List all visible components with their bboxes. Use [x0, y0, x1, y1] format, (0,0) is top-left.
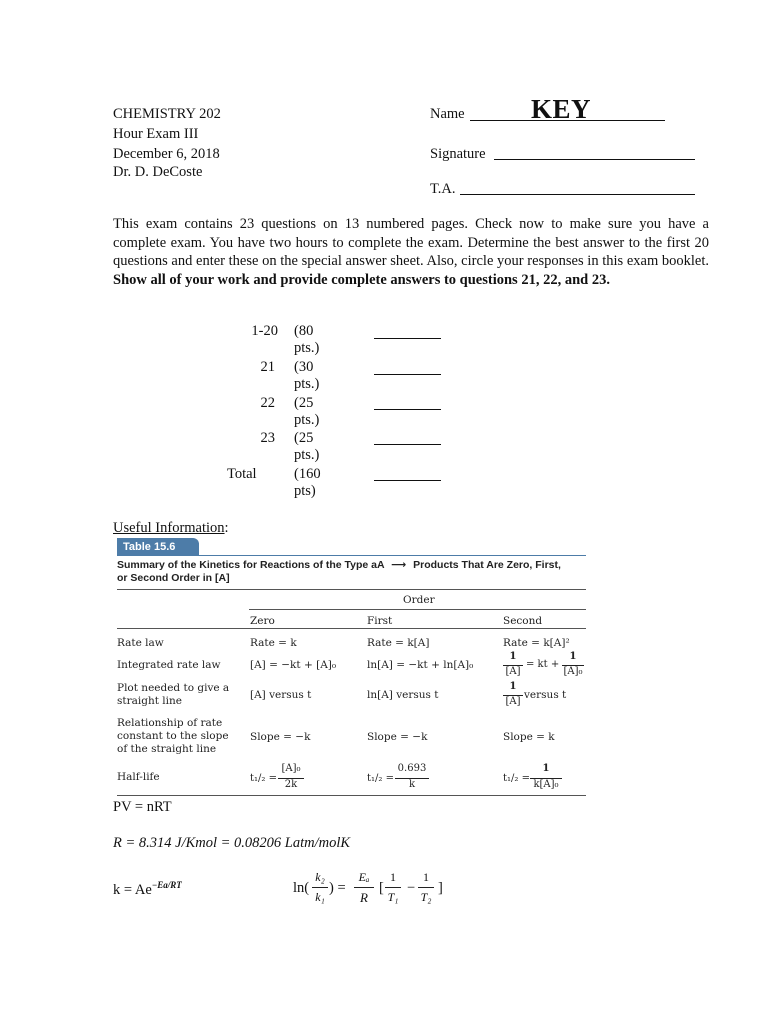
caption-part1: Summary of the Kinetics for Reactions of the Type aA: [117, 559, 385, 571]
second-plot-num: 1: [509, 681, 517, 692]
score-blank[interactable]: [374, 409, 441, 410]
score-blank[interactable]: [374, 374, 441, 375]
score-points: (160 pts): [294, 466, 321, 499]
ln-close: ) =: [329, 880, 346, 896]
second-half-life-num: 1: [542, 763, 550, 774]
first-half-life-lhs: t₁/₂ =: [367, 773, 394, 784]
instructor-name: Dr. D. DeCoste: [113, 164, 203, 180]
one-a-num: 1: [390, 870, 396, 884]
signature-field[interactable]: [494, 159, 695, 160]
arrhenius-lhs: k = Ae: [113, 881, 152, 898]
row-label-half-life: Half-life: [117, 771, 160, 783]
table-rule: [117, 589, 586, 590]
bracket-close: ]: [438, 880, 443, 896]
zero-rate-law: Rate = k: [250, 637, 297, 649]
exam-instructions: [113, 215, 709, 289]
zero-half-life-den: 2k: [284, 779, 298, 790]
ta-label: T.A.: [430, 181, 456, 197]
arrhenius-equation: [113, 880, 182, 899]
name-label: Name: [430, 106, 465, 122]
t2-den: T₂: [420, 890, 432, 904]
second-rate-law: Rate = k[A]²: [503, 637, 570, 649]
plot-label-line1: Plot needed to give a: [117, 682, 230, 694]
score-points: (25 pts.): [294, 395, 320, 428]
caption-line2: or Second Order in [A]: [117, 572, 230, 584]
minus-sign: −: [407, 880, 416, 896]
score-points: (80 pts.): [294, 323, 320, 356]
col-zero: Zero: [250, 615, 275, 627]
row-label-plot: [117, 682, 229, 708]
order-header: Order: [403, 594, 435, 606]
score-points: (25 pts.): [294, 430, 320, 463]
one-b-num: 1: [423, 870, 429, 884]
second-integrated-num1: 1: [509, 651, 517, 662]
second-integrated-den2: [A]₀: [563, 666, 583, 677]
second-half-life-den: k[A]₀: [533, 779, 559, 790]
slope-label-line2: constant to the slope: [117, 730, 229, 742]
useful-info-colon: :: [224, 520, 229, 536]
row-label-rate-law: Rate law: [117, 637, 164, 649]
col-first: First: [367, 615, 393, 627]
col-second: Second: [503, 615, 543, 627]
second-plot-tail: versus t: [524, 689, 567, 701]
signature-label: Signature: [430, 146, 486, 162]
second-integrated-mid: = kt +: [526, 659, 560, 670]
score-question: 22: [260, 395, 275, 411]
score-question: 21: [260, 359, 275, 375]
caption-arrow: ⟶: [391, 559, 407, 571]
arrhenius-exponent: −Ea/RT: [151, 880, 182, 890]
zero-integrated: [A] = −kt + [A]₀: [250, 659, 337, 671]
first-integrated: ln[A] = −kt + ln[A]₀: [367, 659, 474, 671]
score-question: Total: [227, 466, 257, 482]
table-bottom-rule: [117, 795, 586, 796]
score-points: (30 pts.): [294, 359, 320, 392]
score-question: 23: [260, 430, 275, 446]
table-caption: [117, 559, 561, 585]
gas-constant: [113, 835, 350, 852]
ta-field[interactable]: [460, 194, 695, 195]
zero-half-life-num: [A]₀: [281, 763, 301, 774]
second-half-life-lhs: t₁/₂ =: [503, 773, 530, 784]
caption-part2: Products That Are Zero, First,: [413, 559, 561, 571]
course-title: CHEMISTRY 202: [113, 106, 221, 122]
exam-date: December 6, 2018: [113, 146, 220, 162]
useful-info-heading: [113, 519, 229, 538]
gas-constant-text: R = 8.314 J/Kmol = 0.08206 Latm/molK: [113, 835, 351, 851]
instructions-bold: Show all of your work and provide complete answers to questions 21, 22, and 23.: [113, 271, 610, 288]
first-rate-law: Rate = k[A]: [367, 637, 430, 649]
frac-bar: [385, 887, 401, 888]
zero-slope: Slope = −k: [250, 731, 311, 743]
useful-info-label: Useful Information: [113, 520, 225, 536]
second-integrated-num2: 1: [569, 651, 577, 662]
row-label-integrated: Integrated rate law: [117, 659, 221, 671]
name-value: KEY: [531, 94, 592, 124]
instructions-text: This exam contains 23 questions on 13 numbered pages. Check now to make sure you have a complete exam. You have two hours to complete the exam. Determine the best answer to the first 20 questions and enter these on the special answer sheet. Also, circle your responses in this exam booklet.: [113, 216, 709, 269]
zero-half-life-lhs: t₁/₂ =: [250, 773, 277, 784]
ideal-gas-law: PV = nRT: [113, 799, 172, 815]
score-question: 1-20: [251, 323, 278, 339]
second-integrated-den1: [A]: [505, 666, 521, 677]
second-plot-den: [A]: [505, 696, 521, 707]
frac-bar: [354, 887, 374, 888]
frac-bar: [418, 887, 434, 888]
plot-label-line2: straight line: [117, 695, 182, 707]
t1-den: T₁: [387, 890, 399, 904]
first-half-life-num: 0.693: [397, 763, 427, 774]
row-label-slope: [117, 717, 229, 756]
score-blank[interactable]: [374, 338, 441, 339]
frac-bar: [312, 887, 328, 888]
exam-title: Hour Exam III: [113, 126, 199, 142]
second-slope: Slope = k: [503, 731, 555, 743]
k2-num: k₂: [315, 870, 325, 884]
ea-num: Eₐ: [358, 870, 370, 884]
table-tab: Table 15.6: [117, 538, 199, 556]
score-blank[interactable]: [374, 480, 441, 481]
ln-open: ln(: [293, 880, 310, 896]
first-slope: Slope = −k: [367, 731, 428, 743]
slope-label-line3: of the straight line: [117, 743, 217, 755]
table-top-rule: [117, 555, 586, 556]
bracket-open: [: [379, 880, 384, 896]
order-rule: [249, 609, 586, 610]
k1-den: k₁: [315, 890, 325, 904]
zero-plot: [A] versus t: [250, 689, 312, 701]
first-half-life-den: k: [408, 779, 416, 790]
r-den: R: [360, 890, 368, 905]
first-plot: ln[A] versus t: [367, 689, 439, 701]
slope-label-line1: Relationship of rate: [117, 717, 223, 729]
header-rule: [117, 628, 586, 629]
score-blank[interactable]: [374, 444, 441, 445]
